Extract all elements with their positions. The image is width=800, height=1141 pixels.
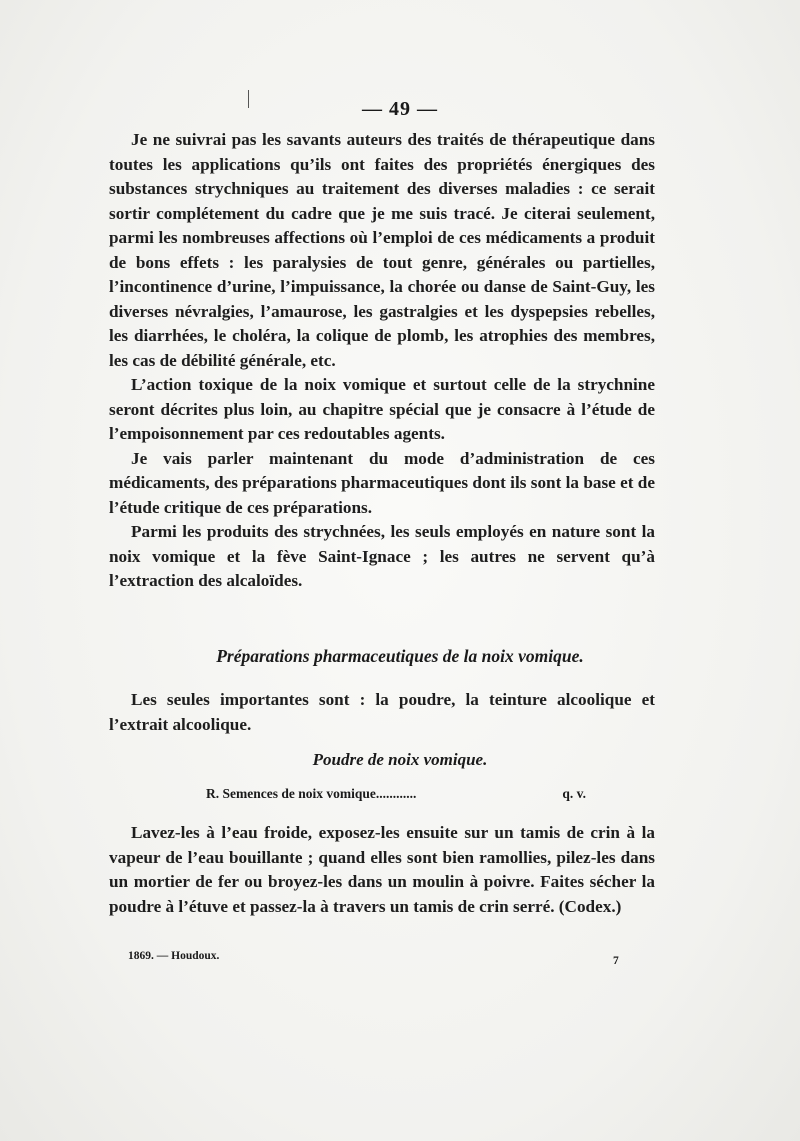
paragraph: Je ne suivrai pas les savants auteurs des traités de thérapeutique dans toutes les applications qu’ils ont faites des propriétés énergiques des substances strychniques au traitement des diverses maladies : ce serait sortir complétement du cadre que je me suis tracé. Je citerai seulement, parmi les nombreuses affections où l’emploi de ces médicaments a produit de bons effets : les paralysies de tout genre, générales ou partielles, l’incontinence d’urine, l’impuissance, la chorée ou danse de Saint-Guy, les diverses névralgies, l’amaurose, les gastralgies et les dyspepsies rebelles, les diarrhées, le choléra, la colique de plomb, les atrophies des membres, les cas de débilité générale, etc.: [109, 130, 655, 370]
paragraph: Les seules importantes sont : la poudre, la teinture alcoolique et l’extrait alcoolique.: [109, 690, 655, 734]
paragraph: L’action toxique de la noix vomique et surtout celle de la strychnine seront décrites plus loin, au chapitre spécial que je consacre à l’étude de l’empoisonnement par ces redoutables agents.: [109, 375, 655, 443]
body-text-block: [109, 128, 655, 594]
paragraph: Parmi les produits des strychnées, les seuls employés en nature sont la noix vomique et la fève Saint-Ignace ; les autres ne servent qu’à l’extraction des alcaloïdes.: [109, 522, 655, 590]
body-text-block: [109, 688, 655, 737]
sheet-number: 7: [613, 955, 619, 967]
section-heading: Préparations pharmaceutiques de la noix vomique.: [216, 646, 584, 666]
subsection-heading: Poudre de noix vomique.: [312, 750, 488, 769]
printer-signature: 1869. — Houdoux.: [128, 950, 220, 962]
page-number: — 49 —: [362, 98, 438, 120]
recipe-item: R. Semences de noix vomique............: [206, 786, 417, 801]
body-text-block: [109, 821, 655, 919]
paragraph: Je vais parler maintenant du mode d’administration de ces médicaments, des préparations pharmaceutiques dont ils sont la base et de l’étude critique de ces préparations.: [109, 448, 655, 517]
recipe-line: [206, 786, 586, 802]
paragraph: Lavez-les à l’eau froide, exposez-les ensuite sur un tamis de crin à la vapeur de l’eau bouillante ; quand elles sont bien ramollies, pilez-les dans un mortier de fer ou broyez-les dans un moulin à poivre. Faites sécher la poudre à l’étuve et passez-la à travers un tamis de crin serré. (Codex.): [109, 823, 655, 916]
recipe-quantity: q. v.: [562, 786, 586, 801]
